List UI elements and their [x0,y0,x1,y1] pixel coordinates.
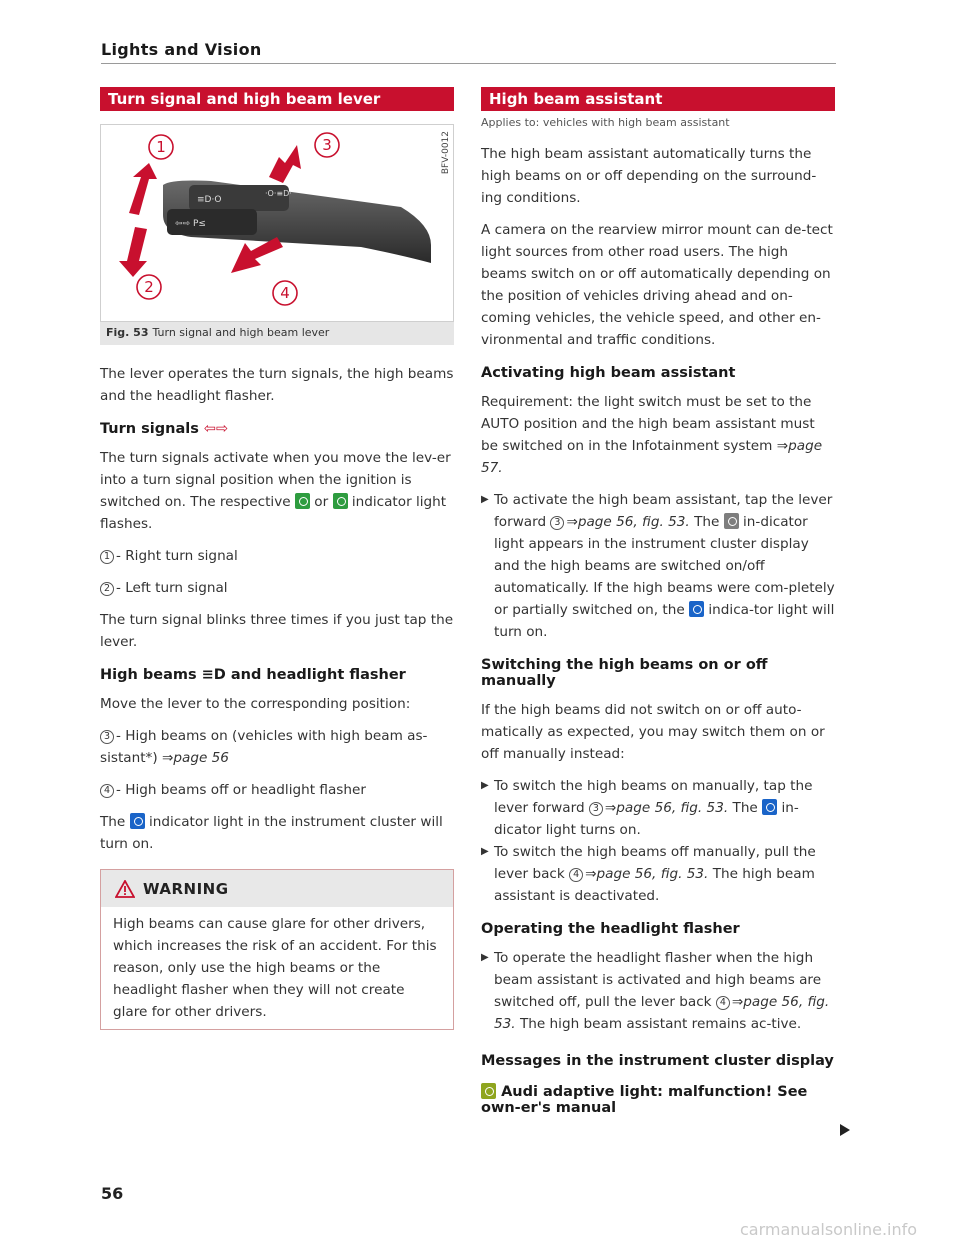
caption-text: Turn signal and high beam lever [152,326,330,339]
watermark: carmanualsonline.info [740,1220,918,1239]
lever-figure [100,124,454,322]
adaptive-light-warning-icon [481,1083,496,1099]
circled-2: 2 [100,582,114,596]
lever-illustration [101,125,453,321]
arrow-up-right [269,145,301,183]
left-column [100,87,454,1030]
bullet-arrow-icon: ▶ [481,780,489,791]
circled-3: 3 [589,802,603,816]
figure-id: BFV-0012 [441,131,451,175]
high-beams-heading: High beams ≡D and headlight flasher [100,667,406,683]
arrow-up-left [129,163,157,215]
fig-53-link[interactable]: ⇒page 56, fig. 53. [585,866,709,882]
page-57-link[interactable]: ⇒page 57. [481,438,823,476]
svg-text:≡D·O: ≡D·O [197,195,222,205]
callout-1: 1 [156,138,166,156]
right-column [481,87,835,1116]
manual-text: If the high beams did not switch on or off auto-matically as expected, you may switch them on or off manually instead: [481,702,825,762]
manual-on-step: ▶ To switch the high beams on manually, tap the lever forward 3 ⇒page 56, fig. 53. The in-dicator light turns on. [481,775,835,841]
bullet-arrow-icon: ▶ [481,494,489,505]
activating-heading: Activating high beam assistant [481,365,736,381]
fig-53-link[interactable]: ⇒page 56, fig. 53. [566,514,690,530]
item-2: 2 - Left turn signal [100,577,454,599]
arrow-down-right [231,237,283,273]
item-4: 4 - High beams off or headlight flasher [100,779,454,801]
callout-3: 3 [322,136,332,154]
svg-text:⇦⇨ P≤: ⇦⇨ P≤ [175,219,206,229]
turn-arrows-icon: ⇦⇨ [203,421,229,437]
circled-4: 4 [100,784,114,798]
warning-box [100,869,454,1030]
warning-text: High beams can cause glare for other drivers, which increases the risk of an accident. For this reason, only use the high beams or the headlight flasher when they will not create glare for other drivers. [113,916,437,1020]
hba-p1: The high beam assistant automatically turns the high beams on or off depending on the surround-ing conditions. [481,146,817,206]
bullet-arrow-icon: ▶ [481,952,489,963]
fig-53-link[interactable]: ⇒page 56, fig. 53. [604,800,729,816]
requirement-text: Requirement: the light switch must be set to the AUTO position and the high beam assistant must be switched on in the Infotainment system ⇒page 57. [481,394,823,476]
page-ref-link[interactable]: ⇒page 56 [161,750,229,766]
high-beam-indicator-icon [762,799,777,815]
circled-3: 3 [550,516,564,530]
warning-triangle-icon [115,880,135,898]
right-turn-indicator-icon [333,493,348,509]
item-3: 3 - High beams on (vehicles with high beam as-sistant*) ⇒page 56 [100,728,428,766]
lever-intro: The lever operates the turn signals, the high beams and the headlight flasher. [100,366,454,404]
circled-1: 1 [100,550,114,564]
turn-signals-text: The turn signals activate when you move the lev-er into a turn signal position when the ignition is switched on. The respective or indicator light flashes. [100,450,451,532]
hba-p2: A camera on the rearview mirror mount can de-tect light sources from other road users. The high beams switch on or off automatically depending on the position of vehicles driving ahead and on-coming vehicles, the vehicle speed, and other en-vironmental and traffic conditions. [481,222,833,348]
hba-auto-indicator-icon [724,513,739,529]
turn-signal-banner: Turn signal and high beam lever [100,87,454,111]
turn-signals-heading: Turn signals ⇦⇨ [100,421,229,437]
activate-step: ▶ To activate the high beam assistant, tap the lever forward 3 ⇒page 56, fig. 53. The in-dicator light appears in the instrument cluster display and the high beams are switched on/off automatically. If the high beams were com-pletely or partially switched on, the indica-tor light will turn on. [481,489,835,643]
section-header: Lights and Vision [101,40,262,59]
left-turn-indicator-icon [295,493,310,509]
header-rule [101,63,836,64]
caption-label: Fig. 53 [106,326,149,339]
hb-indicator-text: The indicator light in the instrument cluster will turn on. [100,814,443,852]
continue-arrow-icon [840,1124,850,1136]
flasher-step: ▶ To operate the headlight flasher when the high beam assistant is activated and high beams are switched off, pull the lever back 4 ⇒page 56, fig. 53. The high beam assistant remains ac-tive. [481,947,835,1035]
item-1: 1 - Right turn signal [100,545,454,567]
circled-3: 3 [100,730,114,744]
manual-heading: Switching the high beams on or off manually [481,657,768,689]
callout-4: 4 [280,284,290,302]
hb-move-text: Move the lever to the corresponding position: [100,696,411,712]
circled-4: 4 [716,996,730,1010]
high-beam-assistant-banner: High beam assistant [481,87,835,111]
flasher-heading: Operating the headlight flasher [481,921,740,937]
arrow-down-left [119,227,147,277]
malfunction-message: Audi adaptive light: malfunction! See own-er's manual [481,1084,808,1116]
messages-heading: Messages in the instrument cluster display [481,1053,834,1069]
warning-header: WARNING [101,870,453,907]
figure-caption [100,322,454,345]
blink-text: The turn signal blinks three times if you just tap the lever. [100,612,454,650]
svg-text:·O·≡D·: ·O·≡D· [265,189,292,198]
manual-off-step: ▶ To switch the high beams off manually, pull the lever back 4 ⇒page 56, fig. 53. The high beam assistant is deactivated. [481,841,835,907]
hba-blue-indicator-icon [689,601,704,617]
circled-4: 4 [569,868,583,882]
applies-to: Applies to: vehicles with high beam assistant [481,116,730,129]
fig-53-link[interactable]: ⇒page 56, fig. 53. [494,994,830,1032]
page-number: 56 [101,1184,124,1203]
callout-2: 2 [144,278,154,296]
high-beam-indicator-icon [130,813,145,829]
bullet-arrow-icon: ▶ [481,846,489,857]
